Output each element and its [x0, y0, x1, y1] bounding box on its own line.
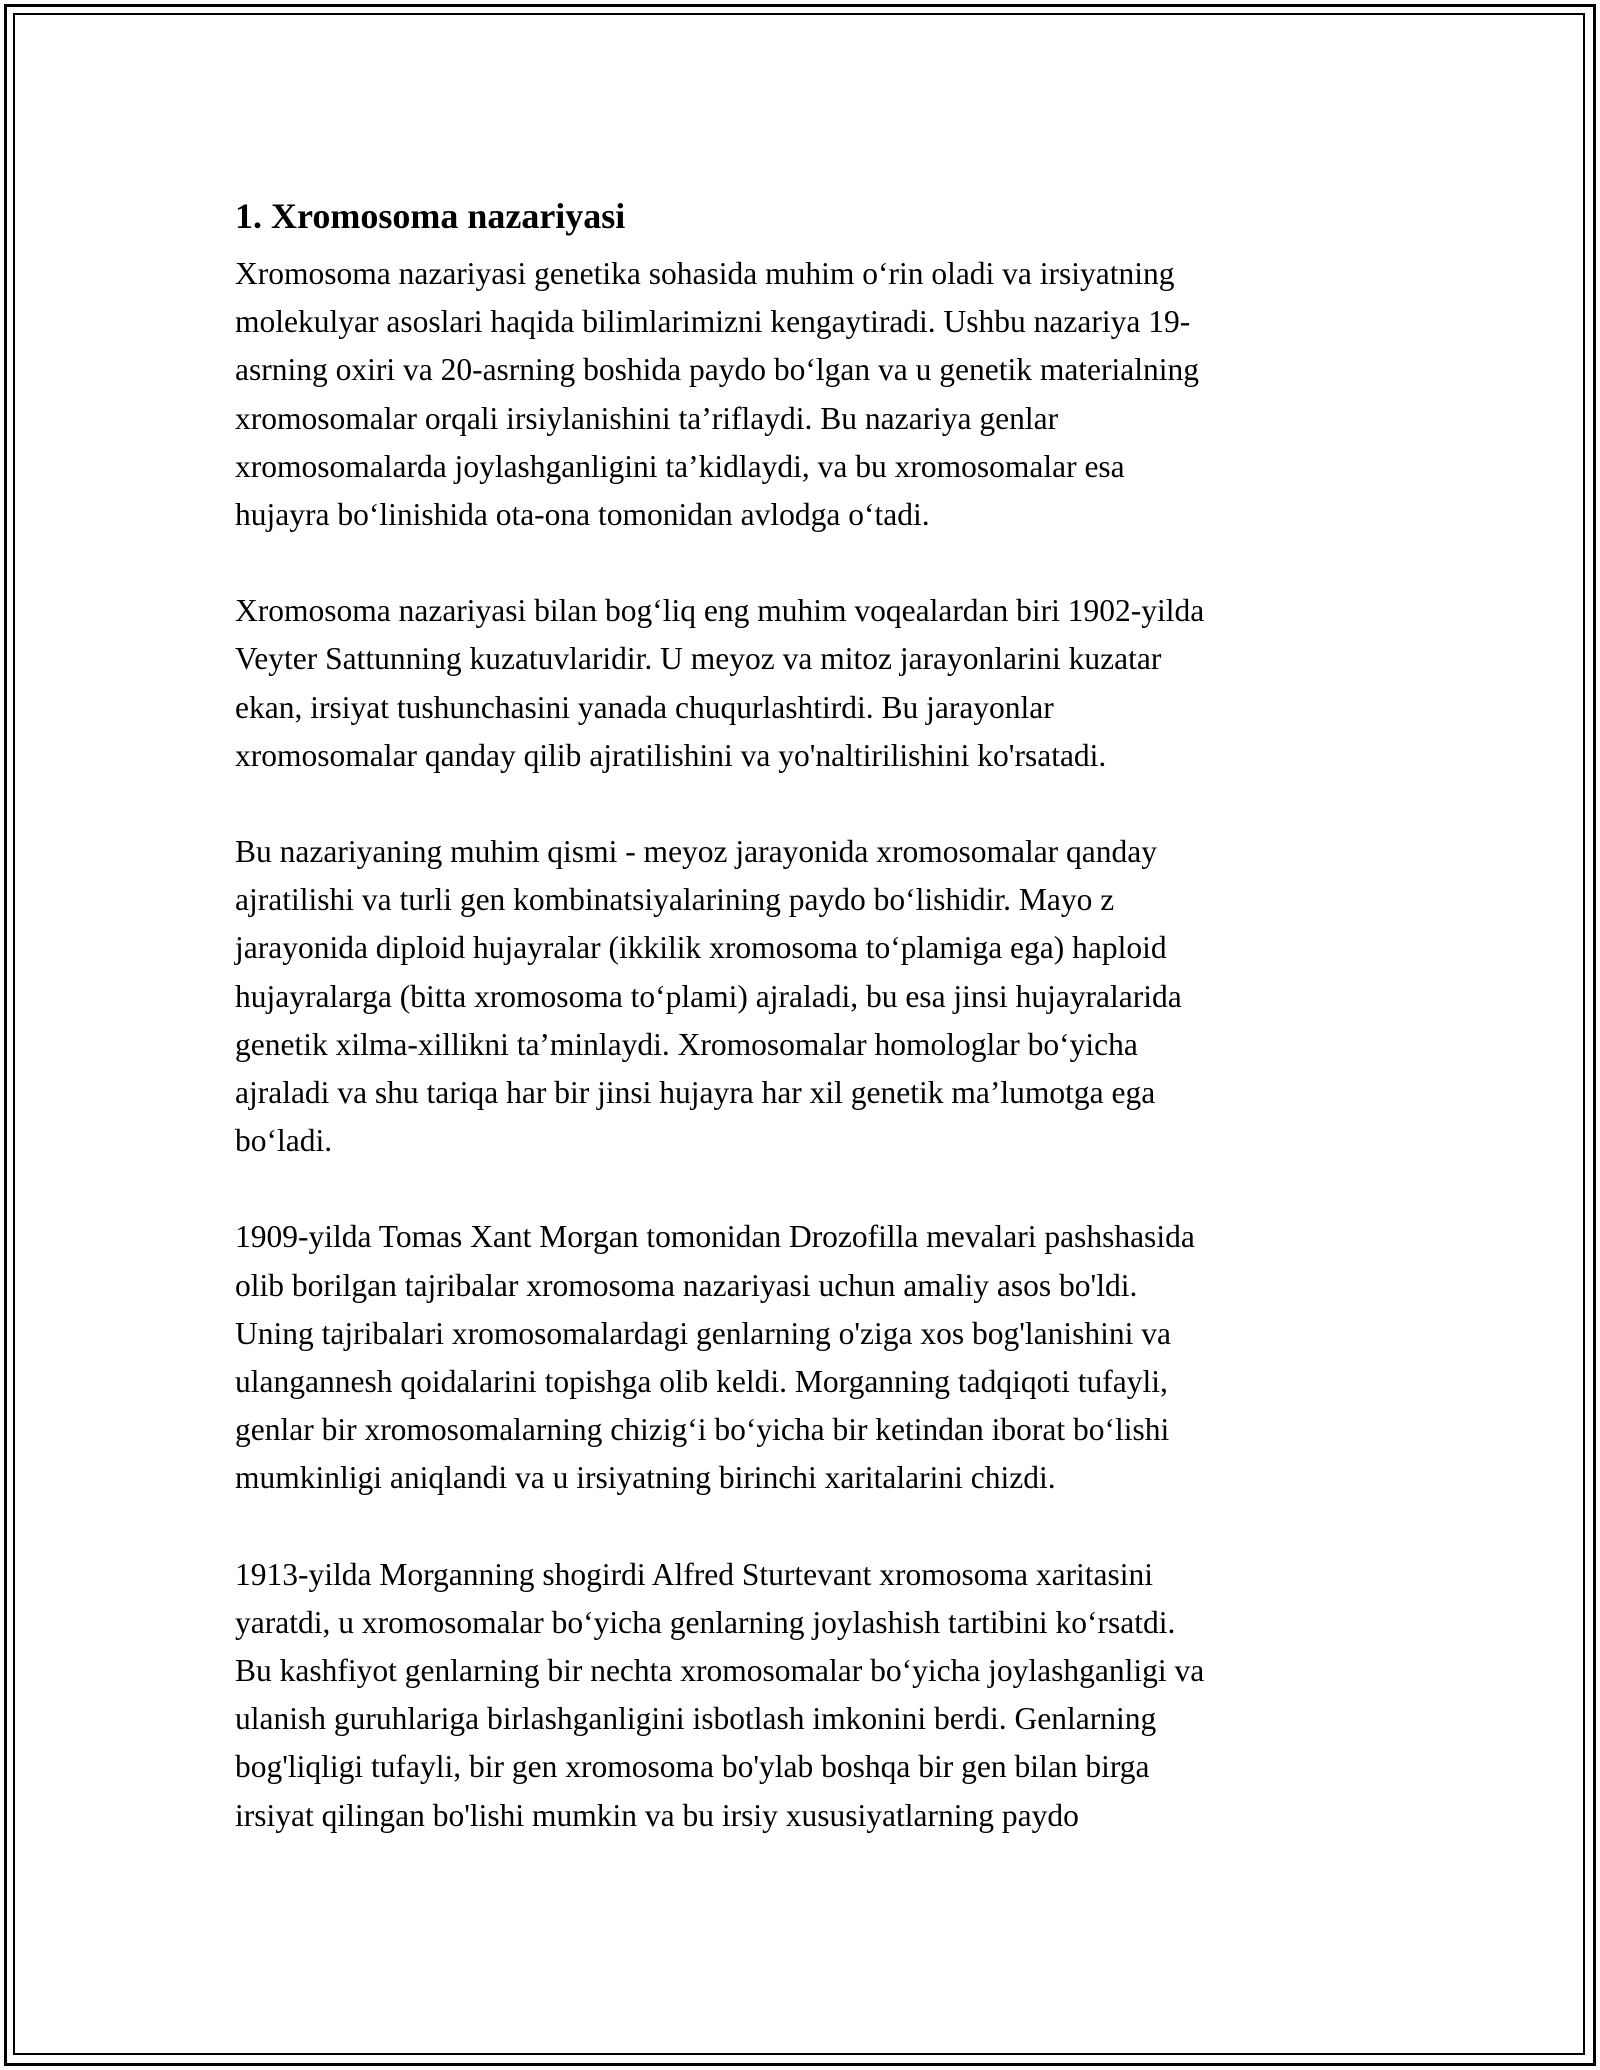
paragraph-4: 1909-yilda Tomas Xant Morgan tomonidan Drozofilla mevalari pashshasida olib borilgan tajribalar xromosoma nazariyasi uchun amaliy asos bo'ldi. Uning tajribalari xromosomalardagi genlarning o'ziga xos bog'lanishini va ulangannesh qoidalarini topishga olib keldi. Morganning tadqiqoti tufayli, genlar bir xromosomalarning chizig‘i bo‘yicha bir ketindan iborat bo‘lishi mumkinligi aniqlandi va u irsiyatning birinchi xaritalarini chizdi. — [235, 1219, 1195, 1496]
paragraph-2: Xromosoma nazariyasi bilan bog‘liq eng muhim voqealardan biri 1902-yilda Veyter Sattunning kuzatuvlaridir. U meyoz va mitoz jarayonlarini kuzatar ekan, irsiyat tushunchasini yanada chuqurlashtirdi. Bu jarayonlar xromosomalar qanday qilib ajratilishini va yo'naltirilishini ko'rsatadi. — [235, 593, 1205, 773]
paragraph-5: 1913-yilda Morganning shogirdi Alfred Sturtevant xromosoma xaritasini yaratdi, u xromosomalar bo‘yicha genlarning joylashish tartibini ko‘rsatdi. Bu kashfiyot genlarning bir nechta xromosomalar bo‘yicha joylashganligi va ulanish guruhlariga birlashganligini isbotlash imkonini berdi. Genlarning bog'liqligi tufayli, bir gen xromosoma bo'ylab boshqa bir gen bilan birga irsiyat qilingan bo'lishi mumkin va bu irsiy xususiyatlarning paydo — [235, 1556, 1205, 1833]
document-body — [235, 186, 1385, 1888]
paragraph-3: Bu nazariyaning muhim qismi - meyoz jarayonida xromosomalar qanday ajratilishi va turli gen kombinatsiyalarining paydo bo‘lishidir. Mayo z jarayonida diploid hujayralar (ikkilik xromosoma to‘plamiga ega) haploid hujayralarga (bitta xromosoma to‘plami) ajraladi, bu esa jinsi hujayralarida genetik xilma-xillikni ta’minlaydi. Xromosomalar homologlar bo‘yicha ajraladi va shu tariqa har bir jinsi hujayra har xil genetik ma’lumotga ega bo‘ladi. — [235, 834, 1182, 1159]
section-heading: 1. Xromosoma nazariyasi — [235, 196, 626, 236]
paragraph-1: Xromosoma nazariyasi genetika sohasida muhim o‘rin oladi va irsiyatning molekulyar asoslari haqida bilimlarimizni kengaytiradi. Ushbu nazariya 19- asrning oxiri va 20-asrning boshida paydo bo‘lgan va u genetik materialning xromosomalar orqali irsiylanishini ta’riflaydi. Bu nazariya genlar xromosomalarda joylashganligini ta’kidlaydi, va bu xromosomalar esa hujayra bo‘linishida ota-ona tomonidan avlodga o‘tadi. — [235, 256, 1200, 533]
